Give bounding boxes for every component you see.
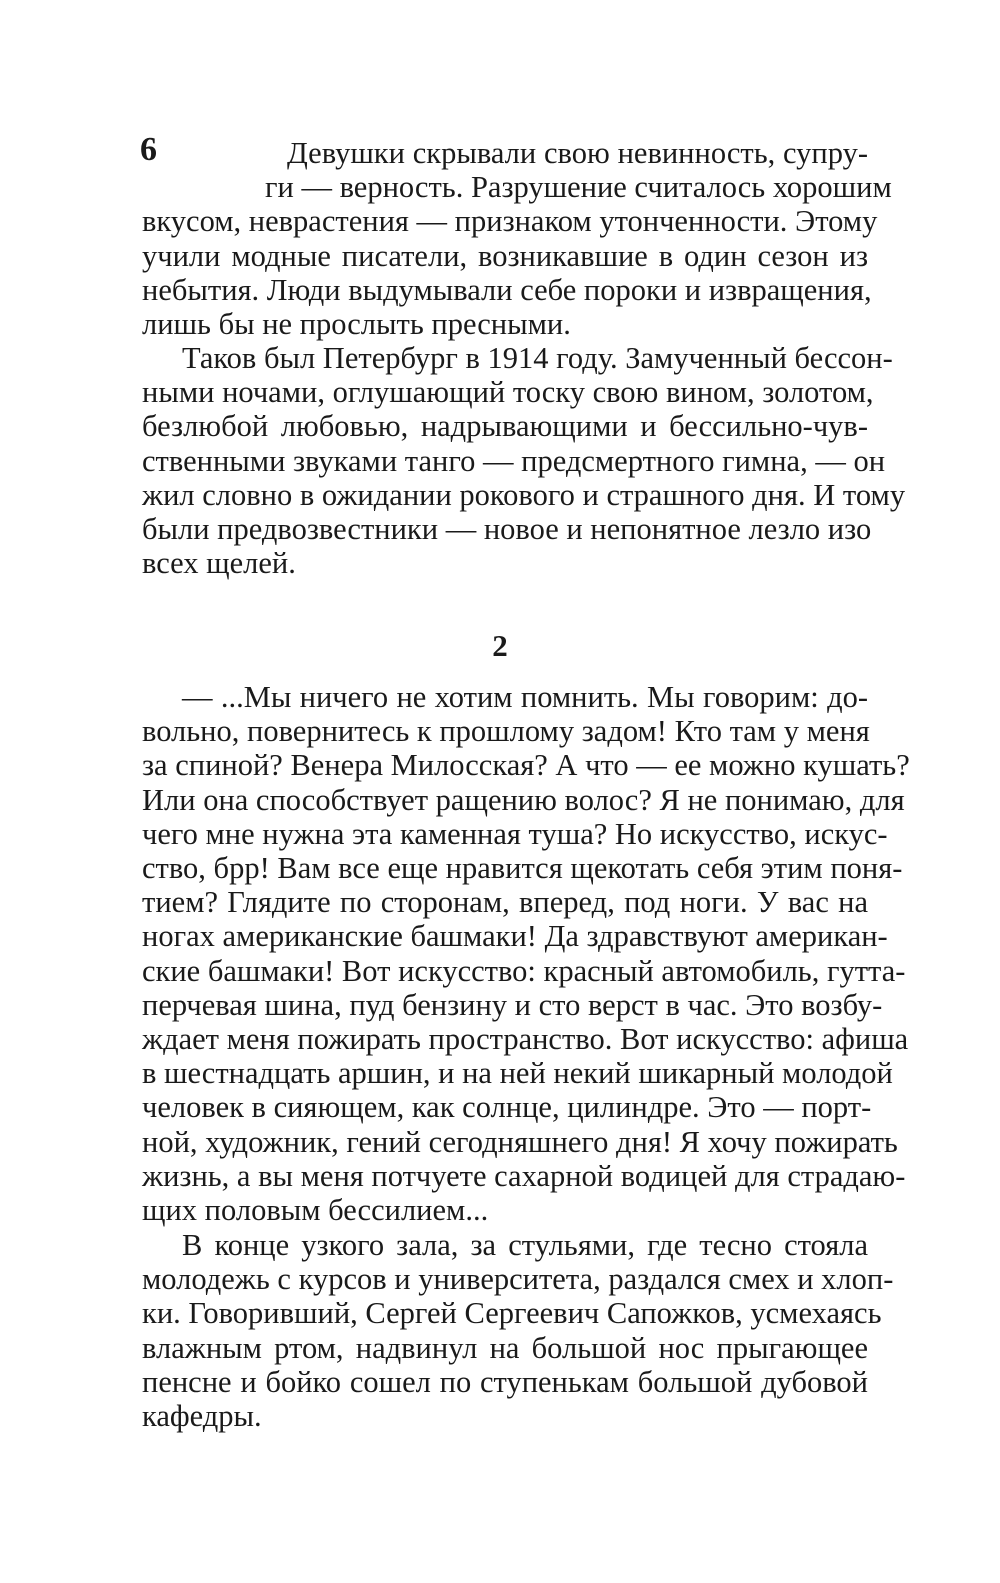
text-line: ство, брр! Вам все еще нравится щекотать себя этим поня- xyxy=(142,851,903,886)
text-line: были предвозвестники — новое и непонятное лезло изо xyxy=(142,512,872,547)
text-line: — ...Мы ничего не хотим помнить. Мы говорим: до- xyxy=(182,680,868,714)
text-line: всех щелей. xyxy=(142,546,296,581)
text-line: влажным ртом, надвинул на большой нос прыгающее xyxy=(142,1330,868,1365)
text-line: за спиной? Венера Милосская? А что — ее можно кушать? xyxy=(142,748,910,783)
paragraph-3 xyxy=(142,680,910,1228)
text-line: ждает меня пожирать пространство. Вот искусство: афиша xyxy=(142,1022,909,1057)
text-line: учили модные писатели, возникавшие в один сезон из xyxy=(142,238,868,273)
paragraph-2 xyxy=(142,341,906,581)
text-line: жизнь, а вы меня потчуете сахарной водицей для страдаю- xyxy=(142,1158,906,1193)
text-line: чего мне нужна эта каменная туша? Но искусство, искус- xyxy=(142,816,888,851)
text-line: Девушки скрывали свою невинность, супру- xyxy=(287,136,868,170)
text-line: ские башмаки! Вот искусство: красный автомобиль, гутта- xyxy=(142,953,906,988)
page-number: 6 xyxy=(140,131,157,168)
text-line: лишь бы не прослыть пресными. xyxy=(142,307,571,342)
text-line: Таков был Петербург в 1914 году. Замученный бессон- xyxy=(182,341,893,375)
text-line: ги — верность. Разрушение считалось хорошим xyxy=(265,170,892,205)
text-line: перчевая шина, пуд бензину и сто верст в час. Это возбу- xyxy=(142,987,883,1022)
text-line: В конце узкого зала, за стульями, где тесно стояла xyxy=(182,1228,868,1262)
text-line: ственными звуками танго — предсмертного гимна, — он xyxy=(142,443,886,478)
text-line: тием? Глядите по сторонам, вперед, под ноги. У вас на xyxy=(142,885,868,920)
paragraph-4 xyxy=(142,1228,894,1434)
text-line: Или она способствует ращению волос? Я не понимаю, для xyxy=(142,782,905,817)
text-line: безлюбой любовью, надрывающими и бессильно-чув- xyxy=(142,409,868,444)
text-line: вкусом, неврастения — признаком утонченности. Этому xyxy=(142,204,878,239)
text-line: человек в сияющем, как солнце, цилиндре. Это — порт- xyxy=(142,1090,872,1125)
text-line: небытия. Люди выдумывали себе пороки и извращения, xyxy=(142,272,872,307)
text-line: в шестнадцать аршин, и на ней некий шикарный молодой xyxy=(142,1056,893,1091)
text-line: жил словно в ожидании рокового и страшного дня. И тому xyxy=(142,477,906,512)
text-line: ной, художник, гений сегодняшнего дня! Я хочу пожирать xyxy=(142,1124,898,1159)
text-line: ногах американские башмаки! Да здравствуют американ- xyxy=(142,919,888,954)
text-line: кафедры. xyxy=(142,1399,262,1434)
text-line: щих половым бессилием... xyxy=(142,1193,489,1228)
text-line: молодежь с курсов и университета, раздался смех и хлоп- xyxy=(142,1262,894,1297)
text-line: пенсне и бойко сошел по ступенькам большой дубовой xyxy=(142,1364,868,1399)
chapter-number: 2 xyxy=(492,628,508,663)
text-line: ными ночами, оглушающий тоску свою вином, золотом, xyxy=(142,375,874,410)
text-line: ки. Говоривший, Сергей Сергеевич Сапожков, усмехаясь xyxy=(142,1296,882,1331)
paragraph-1 xyxy=(142,136,892,342)
text-line: вольно, повернитесь к прошлому задом! Кто там у меня xyxy=(142,714,870,749)
